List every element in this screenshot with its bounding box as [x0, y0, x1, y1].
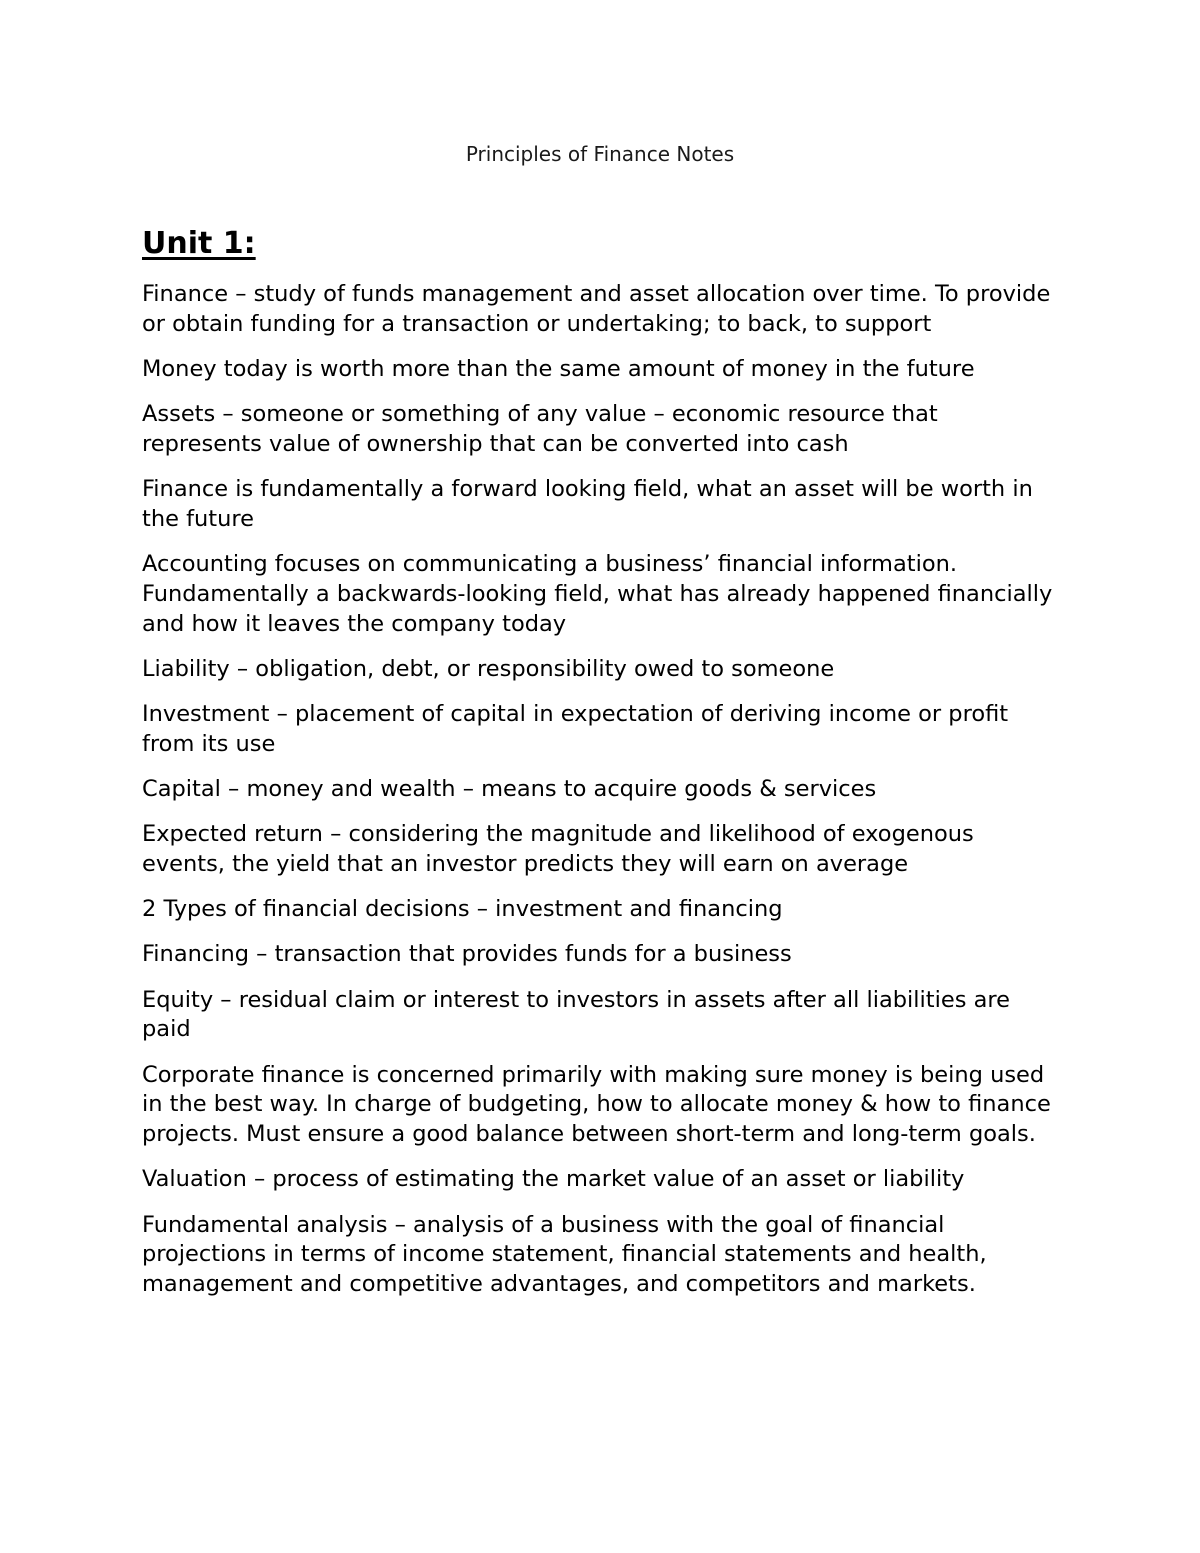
- notes-list: [142, 280, 1062, 1315]
- note-paragraph: Capital – money and wealth – means to acquire goods & services: [142, 776, 877, 803]
- note-paragraph: Expected return – considering the magnitude and likelihood of exogenous events, the yield that an investor predicts they will earn on average: [142, 821, 974, 878]
- note-paragraph: Finance is fundamentally a forward looking field, what an asset will be worth in the future: [142, 476, 1033, 532]
- note-paragraph: Assets – someone or something of any value – economic resource that represents value of ownership that can be converted into cash: [142, 401, 938, 457]
- note-paragraph: Fundamental analysis – analysis of a business with the goal of financial projections in terms of income statement, financial statements and health, management and competitive advantages, and competitors and markets.: [142, 1211, 987, 1298]
- note-paragraph: Liability – obligation, debt, or responsibility owed to someone: [142, 655, 835, 682]
- unit-heading: Unit 1:: [142, 226, 256, 261]
- note-paragraph: Accounting focuses on communicating a business’ financial information. Fundamentally a backwards-looking field, what has already happened financially and how it leaves the company today: [142, 551, 1053, 637]
- note-paragraph: 2 Types of financial decisions – investment and financing: [142, 896, 783, 923]
- note-paragraph: Financing – transaction that provides funds for a business: [142, 941, 792, 968]
- note-paragraph: Valuation – process of estimating the market value of an asset or liability: [142, 1166, 965, 1193]
- note-paragraph: Equity – residual claim or interest to investors in assets after all liabilities are paid: [142, 986, 1010, 1043]
- note-paragraph: Corporate finance is concerned primarily with making sure money is being used in the best way. In charge of budgeting, how to allocate money & how to finance projects. Must ensure a good balance between short-term and long-term goals.: [142, 1061, 1051, 1148]
- note-paragraph: Money today is worth more than the same amount of money in the future: [142, 355, 975, 382]
- document-title: Principles of Finance Notes: [465, 142, 735, 166]
- note-paragraph: Investment – placement of capital in expectation of deriving income or profit from its use: [142, 701, 1009, 757]
- note-paragraph: Finance – study of funds management and asset allocation over time. To provide or obtain funding for a transaction or undertaking; to back, to support: [142, 281, 1051, 337]
